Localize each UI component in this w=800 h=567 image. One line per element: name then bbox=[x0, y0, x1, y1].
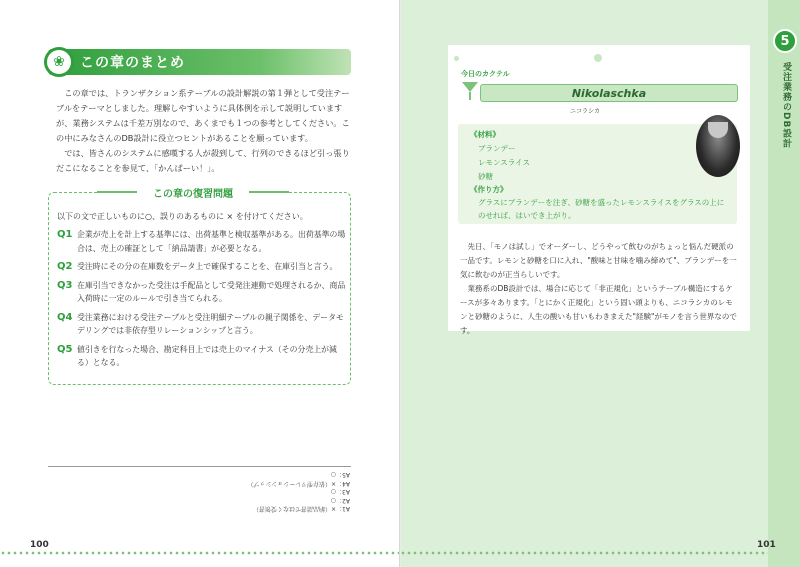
page-number-left: 100 bbox=[30, 540, 49, 550]
ingredient-item: ブランデー bbox=[478, 144, 516, 153]
decorative-dot bbox=[594, 54, 602, 62]
question-list bbox=[57, 228, 347, 375]
question-item bbox=[57, 228, 347, 255]
question-text: 企業が売上を計上する基準には、出荷基準と検収基準がある。出荷基準の場合は、売上の確証として「納品請書」が必要となる。 bbox=[77, 230, 346, 253]
dotted-footer-right bbox=[400, 551, 768, 555]
chapter-number-badge: 5 bbox=[773, 29, 797, 53]
summary-paragraph-1: この章では、トランザクション系テーブルの設計解説の第１弾として受注テーブルをテーマとしました。理解しやすいように具体例を示して説明していますが、業務システムは千差万別なので、あくまでも１つの参考としてください。この中にみなさんのDB設計に役立つヒントがあることを願っています。 bbox=[56, 88, 350, 143]
column-paragraph-2: 業務系のDB設計では、場合に応じて「非正規化」というテーブル構造にするケースが多々あります。「とにかく正規化」という固い頭よりも、ニコラシカのレモンと砂糖のように、人生の酸いも甘いもわきまえた"経験"がモノを言う世界なのです。 bbox=[460, 284, 737, 335]
howto-heading: 《作り方》 bbox=[470, 185, 508, 194]
question-number: Q3 bbox=[57, 279, 73, 291]
cocktail-reading: ニコラシカ bbox=[570, 108, 601, 115]
howto-text: グラスにブランデーを注ぎ、砂糖を盛ったレモンスライスをグラスの上にのせれば、はいでき上がり。 bbox=[478, 198, 725, 220]
question-item bbox=[57, 311, 347, 338]
question-item bbox=[57, 343, 347, 370]
chapter-summary-heading bbox=[48, 49, 351, 75]
review-title: この章の復習問題 bbox=[139, 184, 247, 200]
question-number: Q1 bbox=[57, 229, 73, 240]
answer-divider bbox=[48, 466, 351, 467]
answer-line: A5：○ bbox=[330, 471, 350, 479]
question-text: 受注業務における受注テーブルと受注明細テーブルの親子関係を、データモデリングでは非依存型リレーションシップと言う。 bbox=[77, 312, 344, 335]
ingredient-item: レモンスライス bbox=[478, 158, 530, 167]
column-text bbox=[460, 240, 740, 338]
upside-down-answers bbox=[230, 470, 350, 512]
ingredients-heading: 《材料》 bbox=[470, 130, 500, 139]
chapter-title-vertical: 受注業務のDB設計 bbox=[781, 62, 791, 149]
cocktail-glass-icon bbox=[462, 82, 478, 92]
page-number-right: 101 bbox=[757, 540, 776, 550]
question-number: Q2 bbox=[57, 261, 73, 272]
review-questions-box bbox=[48, 188, 351, 385]
question-text: 在庫引当できなかった受注は手配品として受発注連動で処理されるか、商品入荷時に一定のルールで引き当てられる。 bbox=[77, 280, 346, 303]
cocktail-glass-stem bbox=[469, 92, 471, 100]
heading-text: この章のまとめ bbox=[80, 55, 185, 71]
question-text: 受注時にその分の在庫数をデータ上で確保することを、在庫引当と言う。 bbox=[77, 262, 338, 271]
question-number: Q4 bbox=[57, 311, 73, 323]
dotted-footer-left bbox=[0, 551, 400, 555]
answer-line: A2：○ bbox=[330, 496, 350, 504]
column-paragraph-1: 先日、「モノは試し」でオーダーし、どうやって飲むのがちょっと悩んだ硬派の一品です。レモンと砂糖を口に入れ、"酸味と甘味を噛み締めて"、ブランデーを一気に飲むのが正当らしいです。 bbox=[460, 242, 737, 279]
question-number: Q5 bbox=[57, 343, 73, 355]
answer-line: A3：○ bbox=[330, 488, 350, 496]
question-item bbox=[57, 260, 347, 274]
decorative-dot bbox=[454, 56, 459, 61]
answer-line: A4：×（依存型リレーションシップ） bbox=[247, 479, 350, 487]
review-intro: 以下の文で正しいものに○、誤りのあるものに × を付けてください。 bbox=[57, 212, 308, 221]
question-text: 値引きを行なった場合、勘定科目上では売上のマイナス（その分売上が減る）となる。 bbox=[77, 344, 337, 367]
summary-text bbox=[56, 86, 352, 176]
summary-paragraph-2: では、皆さんのシステムに感嘆する人が殺到して、行列のできるほど引っ張りだこになることを参見て、「かんぱーい！」。 bbox=[56, 148, 350, 173]
question-item bbox=[57, 279, 347, 306]
leaf-icon: ❀ bbox=[44, 47, 74, 77]
cocktail-name: Nikolaschka bbox=[480, 84, 738, 102]
todays-cocktail-label: 今日のカクテル bbox=[461, 70, 510, 78]
ingredient-item: 砂糖 bbox=[478, 172, 493, 181]
page-fold bbox=[399, 0, 401, 567]
answer-line: A1：×（納品請書ではなく受領書） bbox=[253, 505, 350, 513]
